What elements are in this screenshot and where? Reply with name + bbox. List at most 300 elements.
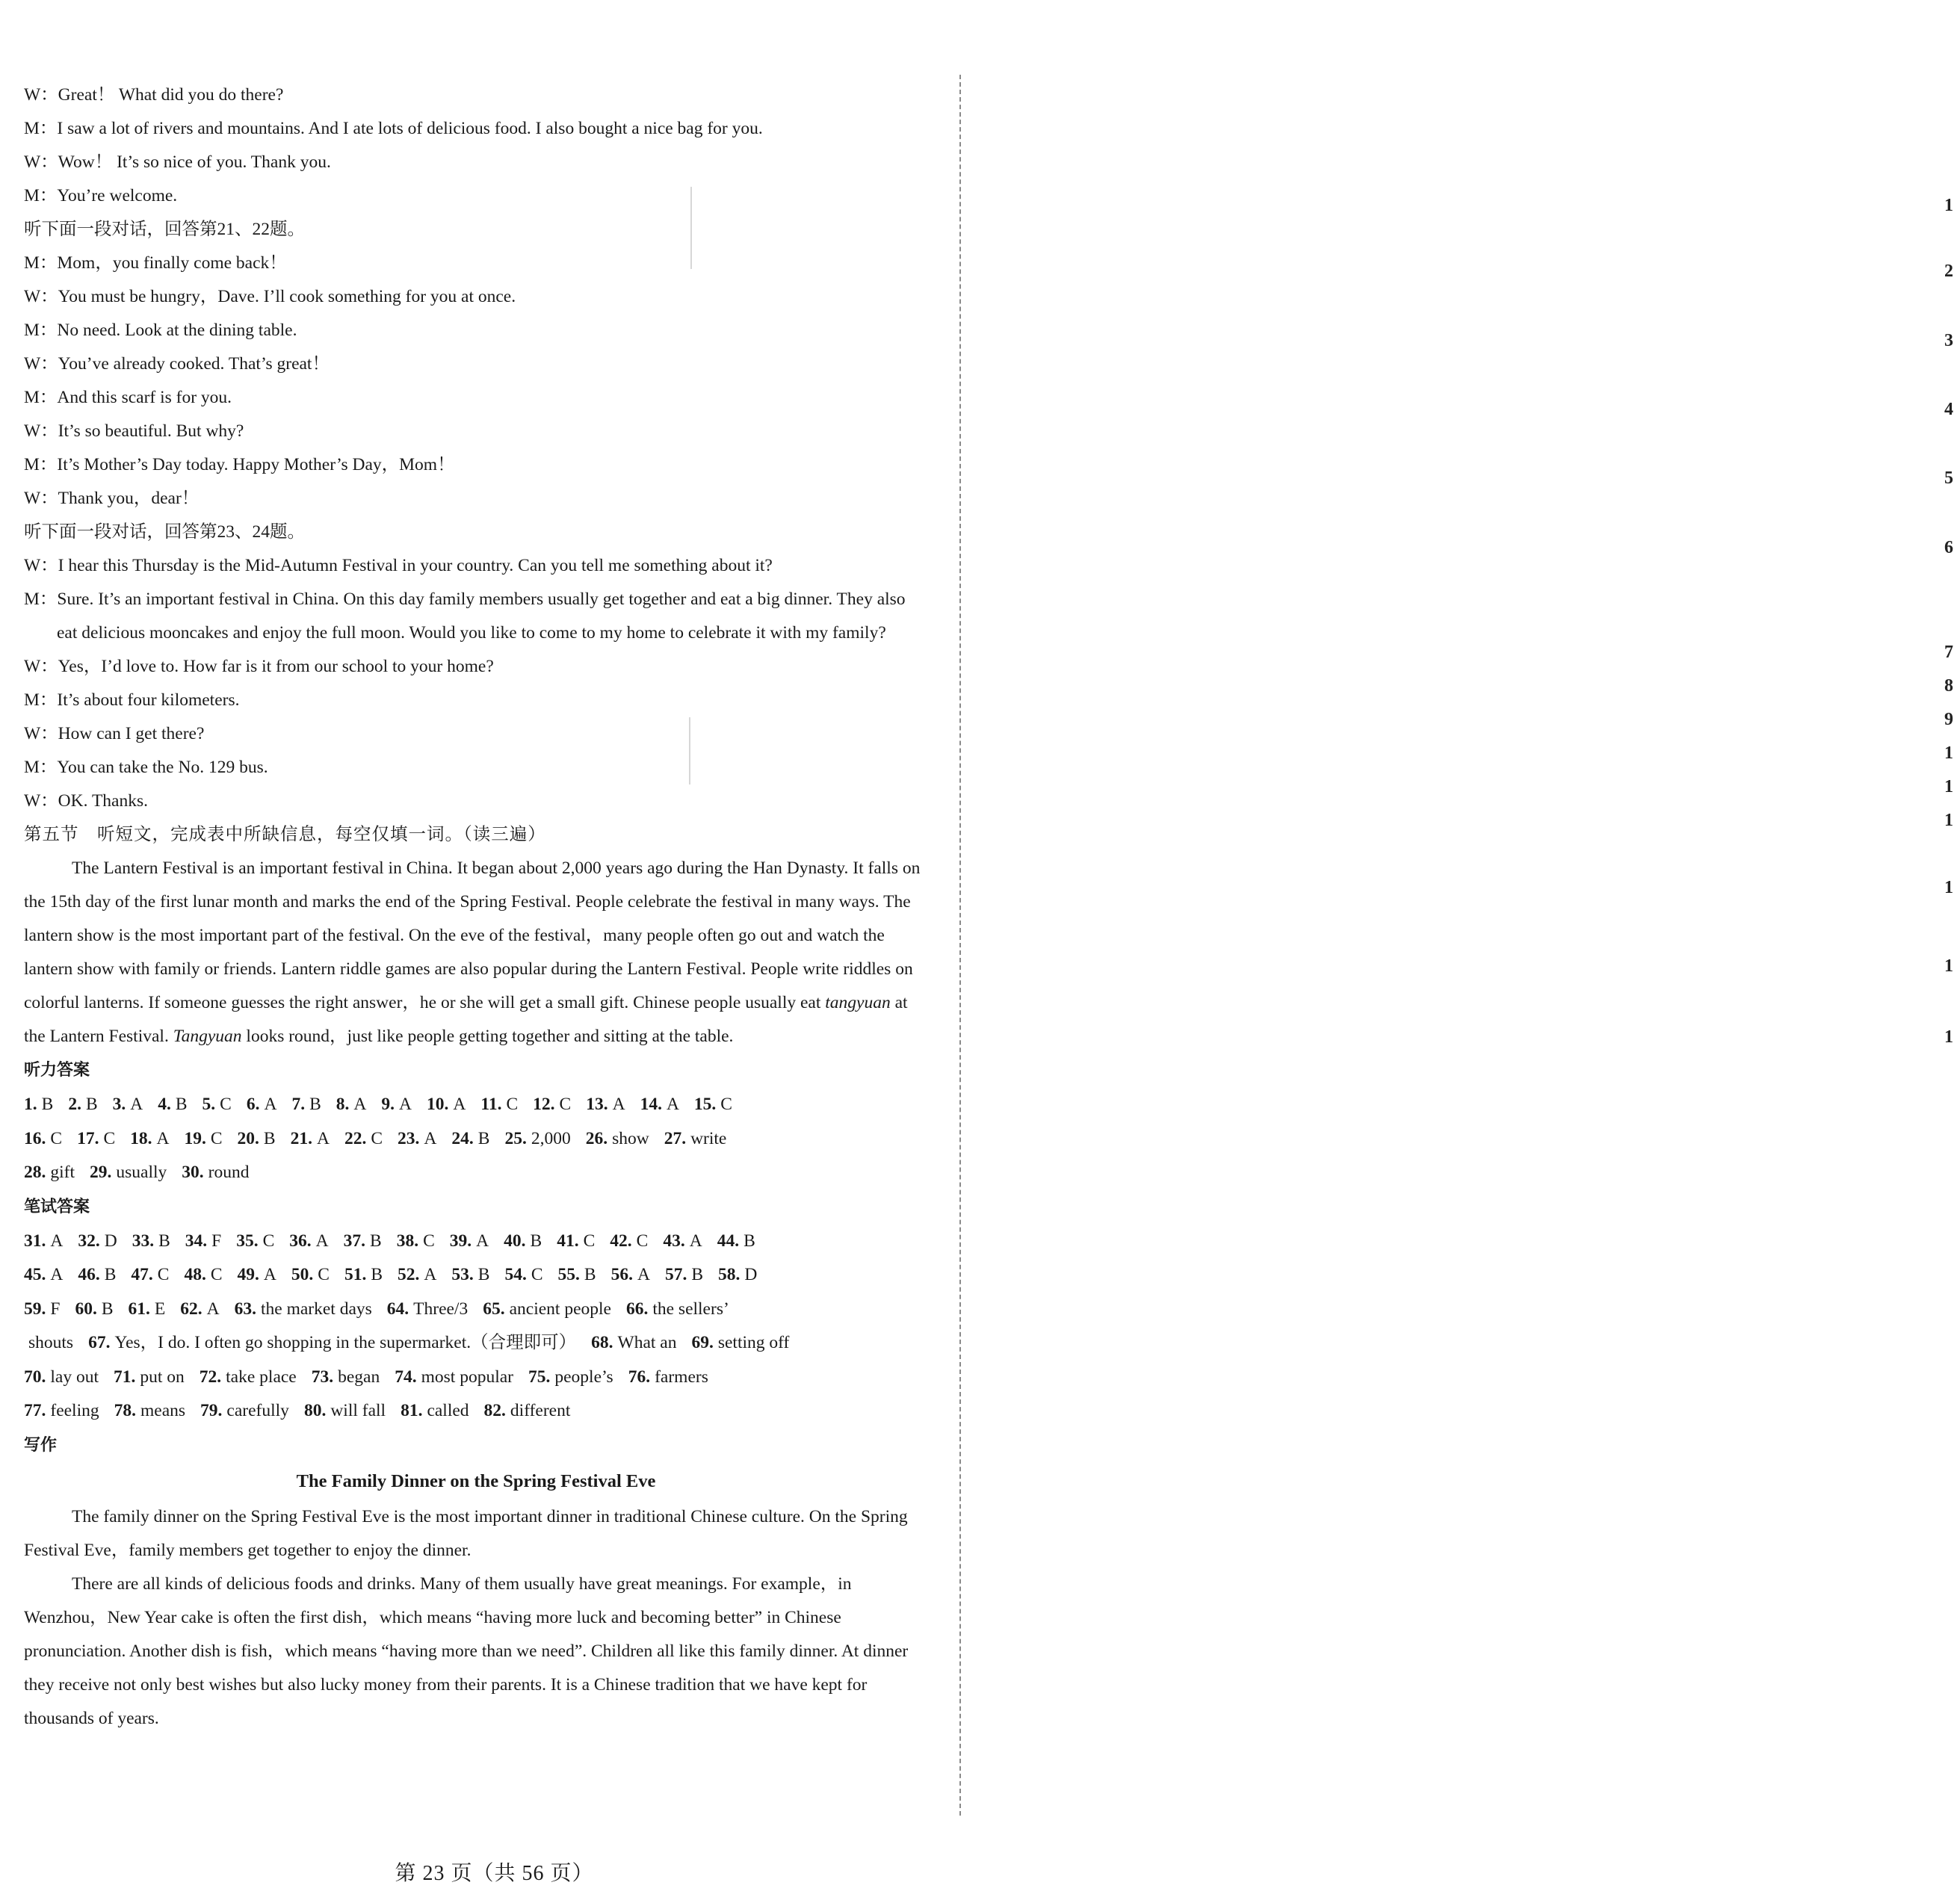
answer-number: 64. <box>386 1299 409 1319</box>
answer-value: A <box>206 1299 220 1319</box>
answer-value: D <box>744 1265 758 1284</box>
answer-value: C <box>531 1265 543 1284</box>
dialogue-line: M：And this scarf is for you. <box>24 388 232 407</box>
answer-number: 33. <box>132 1231 155 1251</box>
answer-number: 74. <box>395 1367 417 1387</box>
answer-value: A <box>315 1231 329 1251</box>
answer-item <box>184 1122 222 1157</box>
dialogue-line: M：You’re welcome. <box>24 186 178 205</box>
answer-item <box>235 1293 372 1327</box>
answer-item <box>451 1122 489 1157</box>
answer-item <box>533 1088 571 1122</box>
answer-number: 39. <box>449 1231 472 1251</box>
answer-value: B <box>158 1231 170 1251</box>
answer-item <box>78 1258 116 1293</box>
edge-fragment: 5 <box>1944 468 1953 488</box>
answer-number: 19. <box>184 1128 206 1148</box>
answer-number: 21. <box>290 1128 312 1148</box>
answer-number: 37. <box>343 1231 366 1251</box>
essay-paragraph: There are all kinds of delicious foods and drinks. Many of them usually have great meanings. For example，in Wenzhou，New Year cake is often the first dish，which means “having more luck and becoming better” in Chinese pronunciation. Another dish is fish，which means “having more than we need”. Children all like this family dinner. At dinner they receive not only best wishes but also lucky money from their parents. It is a Chinese tradition that we have kept for thousands of years. <box>24 1574 909 1728</box>
lantern-passage <box>24 852 928 1053</box>
answer-number: 6. <box>246 1095 260 1114</box>
listening-answers-heading: 听力答案 <box>24 1061 90 1080</box>
answer-value: A <box>424 1128 437 1148</box>
answer-value: B <box>104 1265 117 1284</box>
answer-item <box>113 1088 143 1122</box>
answer-value: C <box>157 1265 170 1284</box>
answer-number: 81. <box>401 1401 423 1420</box>
answer-row <box>24 1293 928 1327</box>
answer-item <box>398 1258 436 1293</box>
answer-value: called <box>427 1401 469 1420</box>
answer-value: F <box>211 1231 222 1251</box>
answer-value: C <box>262 1231 275 1251</box>
answer-item <box>200 1394 289 1429</box>
answer-item <box>312 1361 380 1395</box>
answer-number: 76. <box>628 1367 651 1387</box>
edge-fragment: 9 <box>1944 710 1953 729</box>
answer-value: C <box>559 1095 572 1114</box>
edge-fragment: 2 <box>1944 262 1953 281</box>
answer-number: 25. <box>504 1128 527 1148</box>
answer-value: C <box>506 1095 519 1114</box>
writing-heading: 写作 <box>24 1435 58 1455</box>
answer-item <box>610 1225 648 1259</box>
answer-item <box>504 1122 570 1157</box>
answer-item <box>591 1326 676 1361</box>
answer-value: gift <box>50 1163 75 1182</box>
answer-number: 2. <box>68 1095 81 1114</box>
answer-item <box>480 1088 518 1122</box>
answer-number: 78. <box>114 1401 136 1420</box>
answer-value: C <box>423 1231 435 1251</box>
answer-number: 80. <box>303 1401 327 1420</box>
dialogue-line: W：Thank you，dear！ <box>24 489 200 508</box>
answer-value: shouts <box>28 1333 74 1352</box>
answer-value: show <box>612 1128 649 1148</box>
passage-text: The Lantern Festival is an important festival in China. It began about 2,000 years ago during the Han Dynasty. It falls on the 15th day of the first lunar month and marks the end of the Spring Festival. People celebrate the festival in many ways. The lantern show is the most important part of the festival. On the eve of the festival，many people often go out and watch the lantern show with family or friends. Lantern riddle games are also popular during the Lantern Festival. People write riddles on colorful lanterns. If someone guesses the right answer，he or she will get a small gift. Chinese people usually eat <box>24 858 921 1012</box>
answer-number: 54. <box>504 1265 527 1284</box>
answer-item <box>664 1122 727 1157</box>
answer-item <box>24 1156 75 1190</box>
answer-item <box>129 1293 166 1327</box>
answer-value: B <box>477 1265 490 1284</box>
answer-item <box>238 1122 276 1157</box>
edge-fragment: 1 <box>1944 956 1953 976</box>
answer-item <box>381 1088 412 1122</box>
page-content <box>24 78 928 1736</box>
answer-number: 62. <box>180 1299 203 1319</box>
answer-value: E <box>154 1299 166 1319</box>
answer-item <box>586 1088 625 1122</box>
answer-value: Yes，I do. I often go shopping in the supermarket.（合理即可） <box>114 1333 577 1352</box>
answer-value: feeling <box>50 1401 99 1420</box>
dialogue-line: W：You must be hungry，Dave. I’ll cook something for you at once. <box>24 287 516 306</box>
answer-number: 9. <box>381 1095 395 1114</box>
answer-number: 22. <box>344 1128 367 1148</box>
answer-value: A <box>476 1231 489 1251</box>
answer-number: 36. <box>289 1231 312 1251</box>
answer-number: 73. <box>311 1367 334 1387</box>
answer-value: A <box>399 1095 412 1114</box>
answer-item <box>131 1258 169 1293</box>
edge-fragment: 1 <box>1944 743 1953 763</box>
answer-item <box>200 1361 297 1395</box>
answer-number: 4. <box>158 1095 171 1114</box>
section5-title: 第五节 听短文，完成表中所缺信息，每空仅填一词。（读三遍） <box>24 825 546 844</box>
answer-value: B <box>371 1265 383 1284</box>
answer-number: 56. <box>610 1265 633 1284</box>
answer-row <box>24 1258 928 1293</box>
answer-number: 79. <box>200 1401 223 1420</box>
answer-item <box>24 1326 73 1361</box>
answer-item <box>665 1258 703 1293</box>
answer-number: 75. <box>528 1367 551 1387</box>
answer-item <box>291 1258 330 1293</box>
answer-number: 46. <box>78 1265 100 1284</box>
answer-value: C <box>103 1128 116 1148</box>
dialogue-23-24 <box>24 549 928 818</box>
answer-item <box>611 1258 650 1293</box>
answer-item <box>640 1088 679 1122</box>
answer-number: 59. <box>24 1299 46 1319</box>
dialogue-end <box>24 78 928 213</box>
answer-number: 66. <box>625 1299 649 1319</box>
answer-item <box>68 1088 97 1122</box>
answer-item <box>717 1225 755 1259</box>
answer-item <box>77 1122 115 1157</box>
dialogue-line: M：Sure. It’s an important festival in China. On this day family members usually get together and eat a big dinner. They also eat delicious mooncakes and enjoy the full moon. Would you like to come to my home to celebrate it with my family? <box>24 590 906 643</box>
answer-number: 40. <box>504 1231 526 1251</box>
answer-item <box>238 1258 276 1293</box>
answer-value: A <box>264 1095 277 1114</box>
answer-row <box>24 1361 928 1395</box>
answer-number: 77. <box>24 1401 46 1420</box>
answer-number: 16. <box>24 1128 46 1148</box>
edge-fragment: 1 <box>1944 878 1953 897</box>
passage-text: looks round，just like people getting together and sitting at the table. <box>246 1027 734 1046</box>
answer-number: 55. <box>557 1265 580 1284</box>
answer-value: farmers <box>655 1367 708 1387</box>
answer-item <box>289 1225 328 1259</box>
answer-value: people’s <box>554 1367 613 1387</box>
answer-number: 10. <box>427 1095 449 1114</box>
answer-number: 48. <box>184 1265 206 1284</box>
answer-value: C <box>720 1095 732 1114</box>
answer-number: 23. <box>398 1128 420 1148</box>
answer-item <box>90 1156 167 1190</box>
answer-value: A <box>156 1128 170 1148</box>
answer-number: 34. <box>185 1231 208 1251</box>
edge-fragment: 1 <box>1944 811 1953 830</box>
answer-row <box>24 1326 928 1361</box>
answer-number: 72. <box>199 1367 222 1387</box>
answer-item <box>78 1225 117 1259</box>
answer-number: 43. <box>663 1231 685 1251</box>
answer-value: A <box>353 1095 367 1114</box>
answer-item <box>344 1122 383 1157</box>
answer-item <box>158 1088 187 1122</box>
answer-value: A <box>316 1128 330 1148</box>
dialogue-line: W：Great！ What did you do there? <box>24 85 284 105</box>
answer-number: 70. <box>24 1367 46 1387</box>
answer-item <box>504 1258 542 1293</box>
answer-value: 2,000 <box>531 1128 571 1148</box>
answer-item <box>184 1258 222 1293</box>
answer-number: 63. <box>234 1299 256 1319</box>
answer-value: ancient people <box>509 1299 611 1319</box>
answer-number: 12. <box>533 1095 555 1114</box>
answer-number: 1. <box>24 1095 37 1114</box>
answer-item <box>484 1394 571 1429</box>
answer-number: 67. <box>88 1333 111 1352</box>
essay-paragraph: The family dinner on the Spring Festival Eve is the most important dinner in traditional Chinese culture. On the Spring Festival Eve，family members get together to enjoy the dinner. <box>24 1506 908 1560</box>
answer-value: D <box>104 1231 117 1251</box>
answer-number: 41. <box>557 1231 579 1251</box>
answer-value: the market days <box>260 1299 372 1319</box>
answer-value: B <box>584 1265 596 1284</box>
answer-item <box>528 1361 613 1395</box>
dialogue-21-22 <box>24 247 928 516</box>
answer-value: B <box>41 1095 54 1114</box>
answer-number: 38. <box>396 1231 419 1251</box>
answer-row <box>24 1225 928 1259</box>
answer-value: C <box>636 1231 649 1251</box>
passage-text: at the Lantern Festival. <box>24 993 908 1046</box>
answer-row <box>24 1394 928 1429</box>
answer-item <box>344 1225 382 1259</box>
answer-value: A <box>50 1231 64 1251</box>
answer-number: 61. <box>128 1299 150 1319</box>
answer-item <box>304 1394 386 1429</box>
answer-value: B <box>530 1231 542 1251</box>
answer-value: F <box>50 1299 61 1319</box>
answer-number: 69. <box>691 1333 714 1352</box>
answer-number: 28. <box>24 1163 46 1182</box>
answer-item <box>694 1088 732 1122</box>
dialogue-line: W：How can I get there? <box>24 724 205 743</box>
edge-fragment: 1 <box>1944 1027 1953 1047</box>
dialogue-line: W：I hear this Thursday is the Mid-Autumn Festival in your country. Can you tell me something about it? <box>24 556 773 575</box>
answer-item <box>114 1361 185 1395</box>
answer-value: Three/3 <box>413 1299 469 1319</box>
answer-number: 50. <box>291 1265 314 1284</box>
answer-item <box>24 1293 60 1327</box>
answer-number: 82. <box>483 1401 506 1420</box>
answer-value: B <box>101 1299 114 1319</box>
written-answers <box>24 1225 928 1429</box>
answer-item <box>451 1258 489 1293</box>
answer-number: 27. <box>664 1128 687 1148</box>
dialogue-line: M：I saw a lot of rivers and mountains. And I ate lots of delicious food. I also bought a nice bag for you. <box>24 119 763 138</box>
answer-number: 26. <box>585 1128 608 1148</box>
binding-margin-line <box>959 75 961 1816</box>
answer-number: 44. <box>717 1231 740 1251</box>
answer-item <box>626 1293 729 1327</box>
edge-fragment: 8 <box>1944 676 1953 696</box>
answer-item <box>718 1258 757 1293</box>
answer-item <box>24 1394 99 1429</box>
answer-item <box>130 1122 169 1157</box>
answer-value: C <box>371 1128 383 1148</box>
answer-number: 42. <box>610 1231 632 1251</box>
passage-italic: tangyuan <box>825 993 891 1012</box>
answer-item <box>88 1326 576 1361</box>
answer-value: A <box>612 1095 625 1114</box>
dialogue-line: W：You’ve already cooked. That’s great！ <box>24 354 330 374</box>
answer-value: most popular <box>421 1367 513 1387</box>
answer-value: put on <box>140 1367 185 1387</box>
answer-value: B <box>263 1128 276 1148</box>
answer-value: carefully <box>226 1401 289 1420</box>
dialogue-line: W：Wow！ It’s so nice of you. Thank you. <box>24 152 331 172</box>
answer-item <box>291 1122 330 1157</box>
answer-item <box>24 1122 62 1157</box>
answer-item <box>132 1225 170 1259</box>
page-number-footer: 第 23 页（共 56 页） <box>395 1862 594 1885</box>
answer-value: A <box>263 1265 276 1284</box>
answer-value: setting off <box>717 1333 790 1352</box>
answer-value: A <box>689 1231 702 1251</box>
dialogue-line: M：It’s Mother’s Day today. Happy Mother’s Day，Mom！ <box>24 455 455 474</box>
answer-number: 53. <box>451 1265 474 1284</box>
answer-item <box>691 1326 789 1361</box>
answer-value: the sellers’ <box>652 1299 729 1319</box>
answer-value: means <box>140 1401 186 1420</box>
edge-fragment: 6 <box>1944 538 1953 557</box>
dialogue-line: W：OK. Thanks. <box>24 791 149 811</box>
essay-title: The Family Dinner on the Spring Festival Eve <box>296 1470 656 1491</box>
answer-value: C <box>220 1095 232 1114</box>
answer-number: 47. <box>131 1265 153 1284</box>
answer-value: lay out <box>50 1367 99 1387</box>
answer-number: 20. <box>237 1128 259 1148</box>
answer-value: B <box>309 1095 321 1114</box>
dialogue-line: W：It’s so beautiful. But why? <box>24 421 244 441</box>
answer-item <box>24 1258 63 1293</box>
answer-value: A <box>130 1095 143 1114</box>
answer-item <box>401 1394 469 1429</box>
answer-item <box>247 1088 277 1122</box>
dialogue-line: M：No need. Look at the dining table. <box>24 321 297 340</box>
answer-number: 51. <box>344 1265 367 1284</box>
answer-row <box>24 1088 928 1122</box>
prompt-23-24: 听下面一段对话，回答第23、24题。 <box>24 522 305 542</box>
answer-number: 57. <box>664 1265 687 1284</box>
answer-value: round <box>208 1163 250 1182</box>
answer-item <box>236 1225 274 1259</box>
answer-number: 3. <box>112 1095 126 1114</box>
answer-item <box>427 1088 466 1122</box>
answer-value: A <box>453 1095 466 1114</box>
answer-item <box>397 1225 435 1259</box>
answer-item <box>24 1225 63 1259</box>
answer-value: B <box>743 1231 755 1251</box>
answer-value: C <box>210 1265 223 1284</box>
written-answers-heading: 笔试答案 <box>24 1197 90 1216</box>
answer-value: take place <box>226 1367 297 1387</box>
answer-number: 60. <box>75 1299 97 1319</box>
answer-value: different <box>510 1401 571 1420</box>
answer-value: B <box>477 1128 490 1148</box>
answer-number: 13. <box>586 1095 608 1114</box>
answer-number: 11. <box>480 1095 502 1114</box>
answer-item <box>663 1225 702 1259</box>
answer-item <box>387 1293 468 1327</box>
answer-number: 8. <box>336 1095 350 1114</box>
answer-value: B <box>370 1231 382 1251</box>
answer-number: 14. <box>640 1095 662 1114</box>
answer-value: C <box>210 1128 223 1148</box>
answer-item <box>450 1225 489 1259</box>
answer-value: B <box>691 1265 703 1284</box>
answer-number: 45. <box>24 1265 46 1284</box>
answer-item <box>182 1156 249 1190</box>
listening-answers <box>24 1088 928 1190</box>
answer-item <box>586 1122 649 1157</box>
dialogue-line: W：Yes，I’d love to. How far is it from our school to your home? <box>24 657 494 676</box>
edge-fragment: 1 <box>1944 196 1953 215</box>
answer-item <box>395 1361 513 1395</box>
answer-number: 5. <box>202 1095 216 1114</box>
dialogue-line: M：It’s about four kilometers. <box>24 690 240 710</box>
edge-fragment: 1 <box>1944 777 1953 796</box>
answer-item <box>185 1225 221 1259</box>
answer-number: 7. <box>291 1095 306 1114</box>
adjacent-page-edge <box>971 0 1953 1903</box>
answer-value: usually <box>116 1163 167 1182</box>
answer-item <box>75 1293 113 1327</box>
answer-item <box>203 1088 232 1122</box>
answer-value: A <box>637 1265 650 1284</box>
answer-value: will fall <box>330 1401 386 1420</box>
passage-italic: Tangyuan <box>173 1027 242 1046</box>
answer-value: B <box>175 1095 188 1114</box>
answer-item <box>24 1088 53 1122</box>
answer-item <box>344 1258 383 1293</box>
answer-item <box>114 1394 185 1429</box>
answer-row <box>24 1156 928 1190</box>
answer-number: 18. <box>130 1128 152 1148</box>
answer-item <box>558 1258 596 1293</box>
answer-number: 29. <box>90 1163 112 1182</box>
dialogue-line: M：You can take the No. 129 bus. <box>24 758 268 777</box>
answer-value: B <box>85 1095 98 1114</box>
answer-number: 15. <box>693 1095 717 1114</box>
answer-item <box>24 1361 99 1395</box>
edge-fragment: 7 <box>1944 643 1953 662</box>
answer-value: write <box>690 1128 727 1148</box>
answer-number: 52. <box>398 1265 420 1284</box>
answer-value: A <box>424 1265 437 1284</box>
prompt-21-22: 听下面一段对话，回答第21、22题。 <box>24 220 305 239</box>
answer-item <box>504 1225 542 1259</box>
answer-value: C <box>50 1128 63 1148</box>
answer-item <box>291 1088 321 1122</box>
answer-number: 49. <box>237 1265 259 1284</box>
answer-number: 71. <box>114 1367 136 1387</box>
answer-value: What an <box>617 1333 677 1352</box>
answer-number: 32. <box>78 1231 100 1251</box>
answer-number: 17. <box>77 1128 99 1148</box>
edge-fragment: 3 <box>1944 331 1953 350</box>
answer-number: 31. <box>24 1231 46 1251</box>
answer-number: 24. <box>451 1128 474 1148</box>
answer-value: C <box>318 1265 330 1284</box>
answer-item <box>483 1293 611 1327</box>
answer-value: A <box>50 1265 64 1284</box>
dialogue-line: M：Mom，you finally come back！ <box>24 253 287 273</box>
